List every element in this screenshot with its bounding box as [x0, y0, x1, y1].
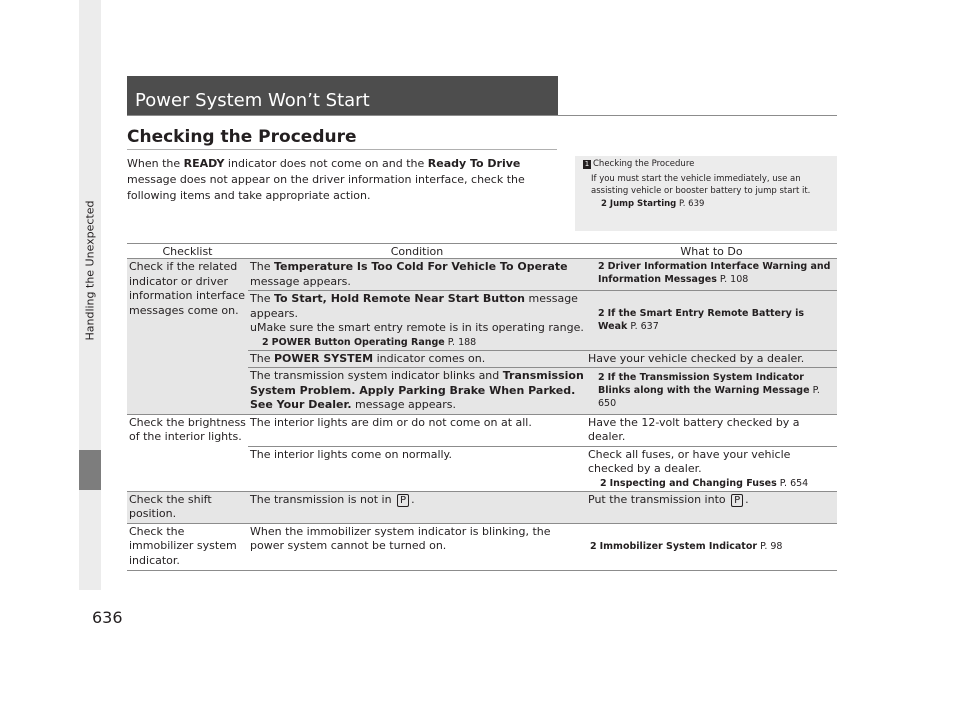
park-key-icon: P	[397, 494, 409, 507]
action-cell: Have your vehicle checked by a dealer.	[586, 350, 837, 368]
section-title: Checking the Procedure	[127, 127, 357, 147]
reference-arrow-icon: 2	[598, 261, 605, 272]
action-cell[interactable]: 2 Driver Information Interface Warning and Information Messages P. 108	[586, 259, 837, 291]
table-row	[127, 491, 837, 523]
action-cell: Have the 12-volt battery checked by a dealer.	[586, 414, 837, 446]
header-what-to-do: What to Do	[586, 244, 837, 259]
reference-arrow-icon: 2	[598, 308, 605, 320]
chapter-marker	[79, 450, 101, 490]
checklist-cell: Check if the related indicator or driver information interface messages come on.	[127, 259, 248, 415]
action-cell: Put the transmission into P .	[586, 491, 837, 523]
condition-cell: The Temperature Is Too Cold For Vehicle To Operate message appears.	[248, 259, 586, 291]
action-cell: Check all fuses, or have your vehicle checked by a dealer. 2 Inspecting and Changing Fuses P. 654	[586, 446, 837, 491]
condition-cell: The POWER SYSTEM indicator comes on.	[248, 350, 586, 368]
table-row	[127, 523, 837, 571]
header-checklist: Checklist	[127, 244, 248, 259]
checklist-table	[127, 243, 837, 571]
condition-cell: The interior lights are dim or do not come on at all.	[248, 414, 586, 446]
park-key-icon: P	[731, 494, 743, 507]
note-title: 1 Checking the Procedure	[584, 159, 695, 169]
table-row	[127, 259, 837, 291]
note-body: If you must start the vehicle immediately, use an assisting vehicle or booster battery to jump start it.	[591, 173, 811, 196]
page-header	[127, 76, 558, 115]
section-divider	[127, 149, 557, 150]
note-reference-link[interactable]: 2 Jump Starting P. 639	[601, 198, 705, 209]
page-number: 636	[92, 608, 123, 627]
checklist-cell: Check the immobilizer system indicator.	[127, 523, 248, 571]
condition-cell: The transmission is not in P .	[248, 491, 586, 523]
reference-link[interactable]: 2 POWER Button Operating Range P. 188	[262, 336, 477, 348]
header-title: Power System Won’t Start	[135, 90, 370, 111]
note-number-icon: 1	[584, 159, 590, 168]
table-row	[127, 414, 837, 446]
sidebar-chapter-label: Handling the Unexpected	[83, 199, 97, 341]
reference-arrow-icon: 2	[262, 336, 269, 348]
header-condition: Condition	[248, 244, 586, 259]
reference-arrow-icon: 2	[600, 477, 607, 489]
reference-link[interactable]: 2 Inspecting and Changing Fuses P. 654	[600, 477, 809, 489]
action-cell[interactable]: 2 If the Transmission System Indicator Blinks along with the Warning Message P. 650	[586, 368, 837, 415]
checklist-cell: Check the shift position.	[127, 491, 248, 523]
condition-cell: The interior lights come on normally.	[248, 446, 586, 491]
action-cell[interactable]: 2 Immobilizer System Indicator P. 98	[586, 523, 837, 571]
condition-cell: The To Start, Hold Remote Near Start Button message appears. uMake sure the smart entry remote is in its operating range. 2 POWER Button Operating Range P. 188	[248, 291, 586, 351]
checklist-cell: Check the brightness of the interior lights.	[127, 414, 248, 491]
header-divider	[127, 115, 837, 116]
condition-cell: When the immobilizer system indicator is blinking, the power system cannot be turned on.	[248, 523, 586, 571]
bullet-arrow-icon: u	[250, 321, 257, 334]
condition-cell: The transmission system indicator blinks and Transmission System Problem. Apply Parking Brake When Parked. See Your Dealer. message appears.	[248, 368, 586, 415]
action-cell[interactable]: 2 If the Smart Entry Remote Battery is Weak P. 637	[586, 291, 837, 351]
reference-arrow-icon: 2	[601, 198, 607, 209]
side-note	[575, 156, 837, 231]
reference-arrow-icon: 2	[590, 541, 597, 553]
intro-paragraph: When the READY indicator does not come on and the Ready To Drive message does not appear on the driver information interface, check the following items and take appropriate action.	[127, 157, 525, 202]
reference-arrow-icon: 2	[598, 372, 605, 384]
